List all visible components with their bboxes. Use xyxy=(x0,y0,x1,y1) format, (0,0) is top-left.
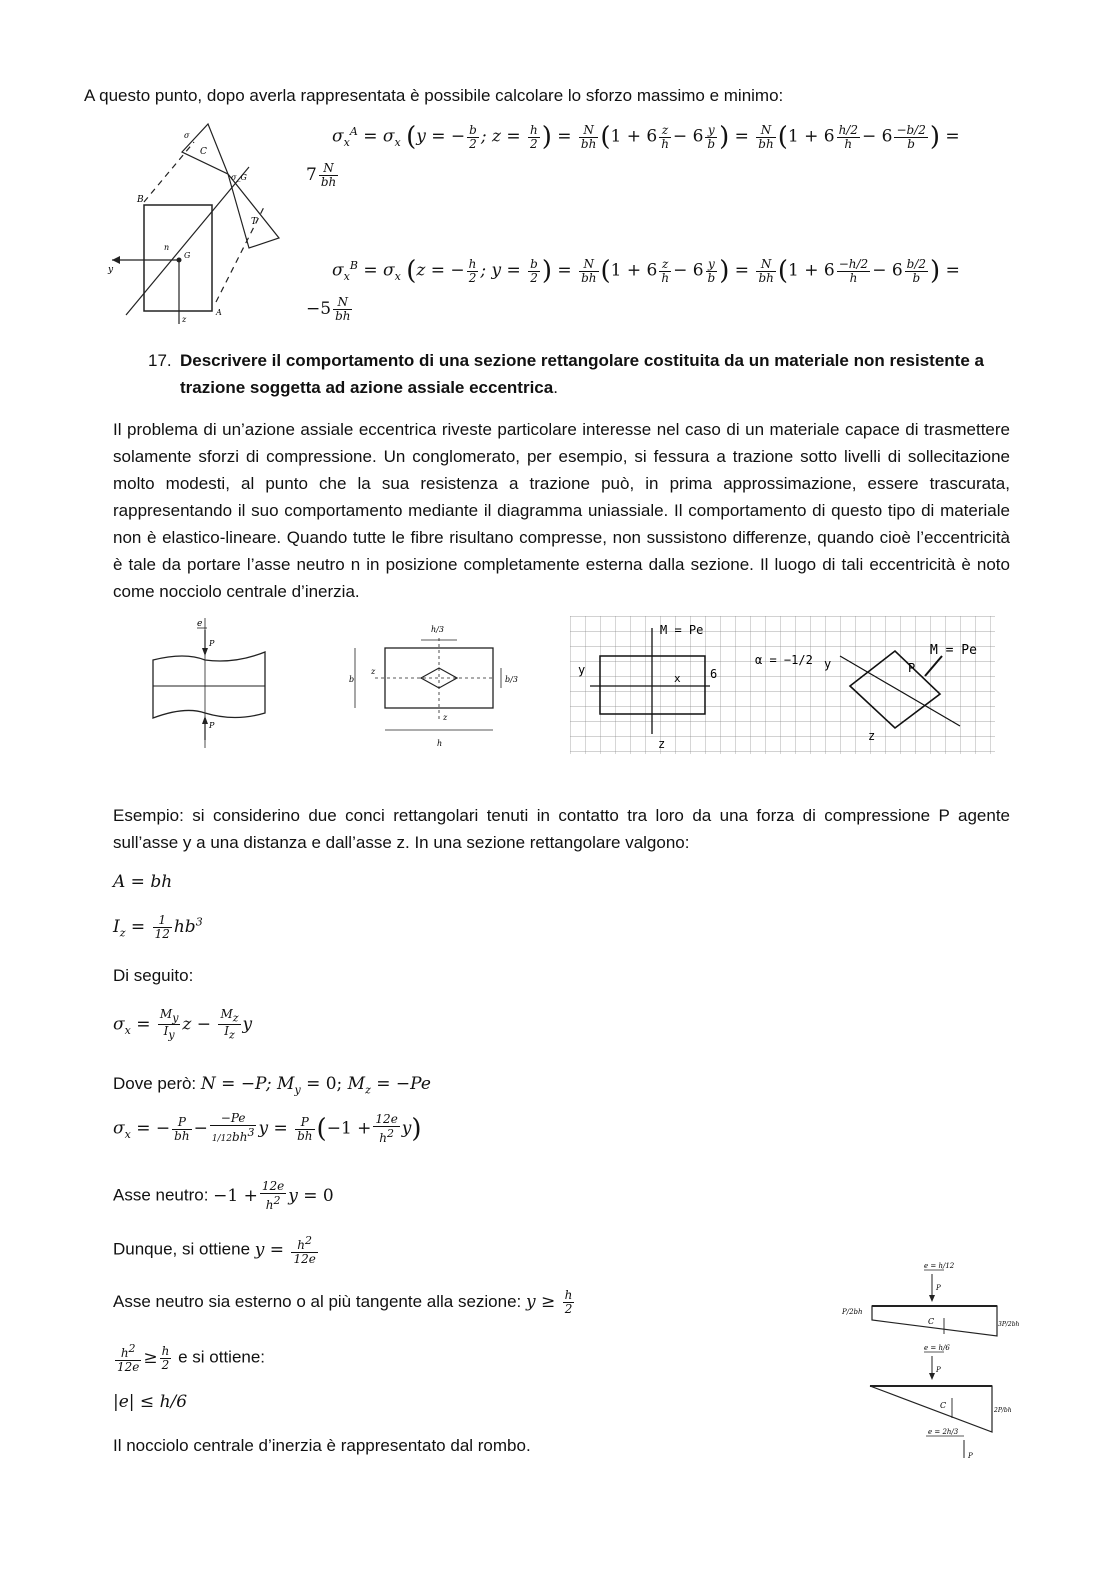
eq-b-sub: x xyxy=(343,269,350,283)
asse-neutro-line: Asse neutro: −1 + $\frac{12e}{h^2}$ y = 0 xyxy=(113,1179,334,1212)
dove-pero-label: Dove però: xyxy=(113,1074,201,1093)
rhombus-label-zz: z xyxy=(443,713,448,722)
stress-label-three-p: 3P/2bh xyxy=(998,1321,1020,1328)
asse-esterno-label: Asse neutro sia esterno o al più tangente alla sezione: xyxy=(113,1292,526,1311)
grid-label-y: y xyxy=(578,663,586,677)
rhombus-label-b-third: b/3 xyxy=(505,675,518,684)
eq-a-sup: A xyxy=(349,124,358,138)
grid-label-m-pe2: M = Pe xyxy=(930,643,977,658)
conci-label-e: e xyxy=(197,619,203,629)
dunque-line: Dunque, si ottiene y = $\frac{h^2}{12e}$ xyxy=(113,1234,316,1266)
eq-b-result: −5 xyxy=(306,299,332,319)
grid-label-x: x xyxy=(674,672,681,685)
fig1-label-sigma-g: σ_G xyxy=(231,173,247,182)
eq-b-sup: B xyxy=(349,258,358,272)
eq-sigma-label: σ xyxy=(113,1014,125,1035)
fig1-label-g: G xyxy=(184,251,191,260)
stress-label-p-2bh: P/2bh xyxy=(842,1308,863,1316)
fig1-label-t: T xyxy=(251,217,258,227)
nocciolo-rhombus-figure xyxy=(345,618,530,758)
eq-iz-num: 1 xyxy=(153,914,172,928)
eq-iz-lhs: I xyxy=(113,917,120,937)
asse-esterno-line: Asse neutro sia esterno o al più tangente alla sezione: y ≥ $\frac{h}{2}$ xyxy=(113,1288,573,1316)
rhombus-label-h: h xyxy=(437,739,443,748)
equation-sigma-b: $\sigma_x^B = \sigma_x$ (z = − $\frac{h}{2}$ ; y = $\frac{b}{2}$ ) = $\frac{N}{bh}$ (1 + 6 $\frac{z}{h}$ − 6 $\frac{y}{b}$ ) = $\frac{N}{bh}$ (1 + 6 $\frac{-h/2}{h}$ − 6 $\frac{b/2}{b}$ ) = xyxy=(332,256,960,286)
stress-label-c2: C xyxy=(940,1401,947,1410)
grid-label-six: 6 xyxy=(710,667,718,681)
equation-sigma-general: $\sigma_x$ = $\frac{M_y}{I_y}$ z − $\frac{M_z}{I_z}$ y xyxy=(113,1007,253,1042)
stress-label-p1: P xyxy=(936,1284,941,1292)
grid-sketch-figure xyxy=(570,616,995,756)
fig1-label-y: y xyxy=(108,265,114,275)
equation-sigma-a-result: 7 $\frac{N}{bh}$ xyxy=(306,161,337,189)
question-title-bold: Descrivere il comportamento di una sezione rettangolare costituita da un materiale non resistente a trazione soggetta ad azione assiale eccentrica xyxy=(180,351,984,397)
equation-abs-e: |e| ≤ h/6 xyxy=(113,1392,188,1412)
fig1-label-a: A xyxy=(216,308,222,317)
dove-pero-line xyxy=(113,1070,431,1103)
eq-a-result: 7 xyxy=(306,165,317,185)
stress-label-e-mid: e = h/6 xyxy=(924,1344,950,1352)
eq-iz-rhs: hb xyxy=(173,917,196,937)
question-number: 17. xyxy=(148,351,172,370)
example-paragraph: Esempio: si considerino due conci rettangolari tenuti in contatto tra loro da una forza di compressione P agente sull’asse y a una distanza e dall’asse z. In una sezione rettangolare valgono: xyxy=(113,806,1010,852)
eq-iz-sub: z xyxy=(119,926,126,940)
equation-iz: $I_z$ = $\frac{1}{12}$ $hb^3$ xyxy=(113,913,203,941)
equation-sigma-specific: $\sigma_x$ = − $\frac{P}{bh}$ − $\frac{-Pe}{1/12bh^3}$ y = $\frac{P}{bh}$ (−1 + $\frac{12e}{h^2}$ y) xyxy=(113,1111,422,1145)
fig1-label-b: B xyxy=(137,195,144,205)
rhombus-label-h-third: h/3 xyxy=(431,625,444,634)
section-neutral-axis-figure xyxy=(104,112,294,327)
asse-neutro-label: Asse neutro: xyxy=(113,1185,214,1205)
stress-label-p3: P xyxy=(968,1452,973,1460)
question-title xyxy=(180,347,1015,401)
conci-figure xyxy=(145,618,295,753)
grid-label-alpha: α = −1/2 xyxy=(755,653,813,667)
stress-label-e-bot: e = 2h/3 xyxy=(928,1428,959,1436)
stress-label-c1: C xyxy=(928,1317,935,1326)
stress-label-two-p: 2P/bh xyxy=(994,1407,1012,1414)
di-seguito: Di seguito: xyxy=(113,966,194,985)
eq-b-sigma: σ xyxy=(332,260,344,281)
rhombus-label-b: b xyxy=(349,675,355,684)
grid-label-m-pe: M = Pe xyxy=(660,623,704,637)
fig1-label-c: C xyxy=(200,147,207,157)
eq-a-sigma: σ xyxy=(332,126,344,147)
stress-diagrams-figure xyxy=(832,1260,1020,1465)
rhombus-label-z: z xyxy=(371,667,376,676)
eq-a-sub: x xyxy=(343,135,350,149)
fig1-label-z: z xyxy=(182,315,187,324)
stress-label-p2: P xyxy=(936,1366,941,1374)
equation-sigma-b-result: −5 $\frac{N}{bh}$ xyxy=(306,295,351,323)
grid-label-z2: z xyxy=(658,737,666,751)
nocciolo-sentence: Il nocciolo centrale d’inerzia è rappresentato dal rombo. xyxy=(113,1436,531,1455)
paragraph-eccentric-axial: Il problema di un’azione assiale eccentrica riveste particolare interesse nel caso di un materiale capace di trasmettere solamente sforzi di compressione. Un conglomerato, per esempio, si fessura a trazione sotto livelli di sollecitazione molto modesti, al punto che la sua resistenza a trazione può, in prima approssimazione, essere trascurata, rappresentando il suo comportamento mediante il diagramma uniassiale. Il comportamento di questo tipo di materiale non è elastico-lineare. Quando tutte le fibre risultano compresse, non sussistono differenze, quando cioè l’eccentricità è tale da portare l’asse neutro n in posizione completamente esterna dalla sezione. Il luogo di tali eccentricità è noto come nocciolo centrale d’inerzia. xyxy=(113,420,1010,601)
grid-label-z3: z xyxy=(868,729,876,743)
eq-iz-exp: 3 xyxy=(195,915,203,929)
dunque-label: Dunque, si ottiene xyxy=(113,1239,255,1259)
intro-line: A questo punto, dopo averla rappresentata è possibile calcolare lo sforzo massimo e minimo: xyxy=(84,86,784,105)
dove-pero-eq: N = −P; $M_y = 0$; $M_z = -Pe$ xyxy=(200,1074,431,1097)
equation-area: A = bh xyxy=(113,872,173,892)
inequality-line: $\frac{h^2}{12e}$ ≥ $\frac{h}{2}$ e si ottiene: xyxy=(117,1342,266,1374)
dove-pero-eq-text: N = −P; M xyxy=(200,1074,295,1094)
fig1-label-sigma: σ xyxy=(184,131,190,140)
grid-label-p: P xyxy=(908,661,916,675)
grid-label-y2: y xyxy=(824,657,832,671)
equation-sigma-a: $\sigma_x^A = \sigma_x$ (y = − $\frac{b}{2}$ ; z = $\frac{h}{2}$ ) = $\frac{N}{bh}$ (1 + 6 $\frac{z}{h}$ − 6 $\frac{y}{b}$ ) = $\frac{N}{bh}$ (1 + 6 $\frac{h/2}{h}$ − 6 $\frac{-b/2}{b}$ ) = xyxy=(332,122,960,152)
si-ottiene-label: e si ottiene: xyxy=(173,1347,266,1367)
eq-iz-den: 12 xyxy=(154,927,170,941)
conci-label-p-top: P xyxy=(209,639,215,648)
fig1-label-n: n xyxy=(164,243,170,252)
conci-label-p-bot: P xyxy=(209,721,215,730)
stress-label-e-top: e = h/12 xyxy=(924,1262,955,1270)
question-title-end: . xyxy=(553,378,558,397)
